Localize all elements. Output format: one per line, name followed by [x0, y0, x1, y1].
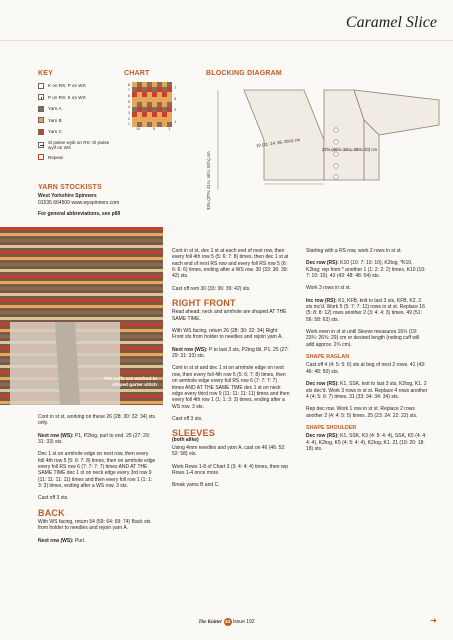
- paragraph-text: P to last 3 sts, P2tog tbl, P1. 25 (27: 29: 31: 33) sts.: [172, 346, 289, 360]
- chart-cell: [152, 82, 157, 87]
- chart-cell: [157, 117, 162, 122]
- chart-cell: [167, 82, 172, 87]
- chart-row-number: 1: [128, 122, 130, 127]
- knit-stripe: [0, 305, 163, 308]
- back-heading: BACK: [38, 507, 65, 518]
- chart-cell: [162, 112, 167, 117]
- chart-row-number: 3: [128, 111, 130, 116]
- knit-stripe: [0, 263, 163, 266]
- chart-cell: [167, 112, 172, 117]
- chart-cell: [162, 97, 167, 102]
- knit-stripe: [0, 251, 163, 254]
- page-footer: [0, 618, 453, 626]
- front-panel-outline: [244, 90, 324, 180]
- chart-cell: [132, 97, 137, 102]
- paragraph: Cast off 4 (4: 5: 5: 6) sts at beg of next 2 rows. 41 (43: 46: 48: 50) sts.: [306, 362, 426, 375]
- chart-cell: [137, 87, 142, 92]
- chart-cell: [167, 102, 172, 107]
- knit-stripe: [0, 257, 163, 260]
- chart-grid: [132, 82, 172, 127]
- paragraph: With WS facing, return 26 (28: 30: 32: 34) Right Front sts from holder to needles and rejoin yarn A.: [172, 328, 283, 341]
- height-label: 33¾ (37¾: 41¼: 45½: 52½) cm: [206, 151, 211, 210]
- paragraph-text: Purl.: [73, 537, 86, 544]
- chart-cell: [132, 112, 137, 117]
- chart-cell: [147, 112, 152, 117]
- key-item: [38, 80, 118, 92]
- knit-stripe: [0, 293, 163, 296]
- chart-side-number: 7: [174, 85, 177, 90]
- button-icon: [334, 140, 338, 144]
- paragraph: With WS facing, return 54 (59: 64: 69: 74) Back sts from holder to needles and rejoin yarn A.: [38, 519, 151, 532]
- chart-cell: [142, 107, 147, 112]
- chart-cell: [142, 92, 147, 97]
- chart-cell: [132, 82, 137, 87]
- key-label: Yarn A: [48, 106, 62, 112]
- paragraph-text: Work Rows 1-8 of Chart 3 (3: 4: 4: 4) times,: [172, 463, 269, 470]
- paragraph: Read ahead; neck and armhole are shaped AT THE SAME TIME.: [172, 309, 287, 322]
- chart-cell: [147, 107, 152, 112]
- key-item: [38, 126, 118, 138]
- right-front-heading: RIGHT FRONT: [172, 298, 236, 309]
- sleeves-subheading: (both alike): [172, 436, 199, 443]
- key-swatch: [38, 106, 44, 112]
- key-list: [38, 80, 118, 163]
- paragraph: Cont in st st and dec 1 st on armhole edge on next row, then every foll 4th row 5 (5: 6: 7: 8) times, then on armhole edge every foll RS row 6 (7: 7: 7: 7) times AND AT THE SAME TIME dec 1 st on neck edge every third row 9 (11: 11: 11: 11) times and then every foll 4th row 1 (1: 1: 3: 3) times, ending after a WS row. 3 sts.: [172, 365, 290, 410]
- row-instruction: Dec row (RS):: [306, 433, 339, 440]
- knitwear-photo: [0, 227, 163, 405]
- paragraph: [172, 347, 290, 360]
- chart-cell: [162, 107, 167, 112]
- chart-cell: [142, 117, 147, 122]
- chart-cell: [142, 97, 147, 102]
- row-instruction: Inc row (RS):: [306, 297, 337, 304]
- key-label: K on RS; P on WS: [48, 83, 86, 89]
- knit-stripe: [0, 233, 163, 236]
- chart-stitch-numbers: [128, 127, 176, 131]
- paragraph: Cast off 3 sts.: [172, 415, 203, 422]
- key-swatch: [38, 94, 44, 100]
- chart-cell: [147, 97, 152, 102]
- key-label: P on RS; K on WS: [48, 94, 86, 100]
- chart-cell: [137, 102, 142, 107]
- key-item: [38, 115, 118, 127]
- chart-cell: [142, 122, 147, 127]
- top-rule: [0, 40, 453, 41]
- chart-side-number: 3: [174, 108, 177, 113]
- chart-cell: [162, 102, 167, 107]
- key-item: [38, 92, 118, 104]
- chart-cell: [167, 117, 172, 122]
- chart-cell: [152, 122, 157, 127]
- chart-cell: [137, 92, 142, 97]
- chart-heading: CHART: [124, 70, 150, 77]
- chart-cell: [162, 92, 167, 97]
- chart-cell: [147, 92, 152, 97]
- width-label: 19 (21: 24: 26: 29½) cm: [255, 136, 301, 149]
- paragraph: [38, 433, 156, 446]
- stitch-chart: [128, 82, 176, 131]
- stockist-name: West Yorkshire Spinners: [38, 193, 97, 199]
- chart-stitch-number: 5: [153, 127, 156, 132]
- shape-raglan-heading: SHAPE RAGLAN: [306, 354, 350, 361]
- key-label: Yarn C: [48, 129, 62, 135]
- knit-stripe: [0, 245, 163, 248]
- paragraph: Cast off 3 sts.: [38, 495, 69, 502]
- knit-stripe: [0, 281, 163, 284]
- chart-cell: [147, 117, 152, 122]
- chart-cell: [147, 122, 152, 127]
- chart-cell: [142, 102, 147, 107]
- paragraph: [306, 298, 428, 323]
- paragraph-text: K1, SSK, K3 (4: 5: 4: 4), SSK, K5 (4: 4: 4: 4), K2tog, K5 (4: 5: 4: 4), K2tog, K1. 21 (19: 20: 18: 18) sts.: [306, 433, 427, 452]
- chart-cell: [152, 102, 157, 107]
- column-2: [172, 248, 290, 495]
- paragraph: Dec 1 st on armhole edge on next row, then every foll 4th row 5 (5: 6: 7: 8) times, then on armhole edge every foll RS row 6 (7: 7: 7: 7) times AND AT THE SAME TIME dec 1 st on neck edge every 3rd row 9 (11: 11: 11: 11) times and then every foll row 1 (1: 1: 3: 3) times, ending after a WS row. 3 sts.: [38, 451, 156, 490]
- chart-cell: [132, 107, 137, 112]
- chart-row-number: 6: [128, 94, 130, 99]
- chart-cell: [167, 107, 172, 112]
- knit-stripe: [0, 227, 163, 230]
- chart-cell: [162, 117, 167, 122]
- chart-cell: [137, 122, 142, 127]
- paragraph: Starting with a RS row, work 2 rows in st st.: [306, 248, 402, 254]
- key-swatch: [38, 129, 44, 135]
- blocking-heading: BLOCKING DIAGRAM: [206, 70, 282, 77]
- row-instruction: Next row (WS):: [38, 432, 74, 439]
- chart-cell: [167, 97, 172, 102]
- row-instruction: Dec row (RS):: [306, 260, 339, 267]
- sleeves-heading: SLEEVES: [172, 428, 215, 439]
- paragraph: [172, 464, 290, 477]
- paragraph-text: K1, KFB, knit to last 3 sts, KFB, K2. 2 sts inc'd. Work 5 (5: 7: 7: 11) rows in st st. Replace 16 (5: 8: 8: 12) rows another 2 (3: 4: 4: 3) times. 49 (51: 56: 58: 62) sts.: [306, 297, 425, 323]
- page-number: 43: [225, 619, 231, 624]
- front-right-panel: [324, 90, 364, 180]
- paragraph-text: then rep Rows 1-4 once more.: [172, 463, 289, 476]
- abbreviations-note: For general abbreviations, see p89: [38, 211, 121, 217]
- next-page-arrow-icon: ➜: [430, 616, 437, 625]
- stockist-contact: 01535 664500 www.wyspinners.com: [38, 200, 120, 206]
- key-item: [38, 138, 118, 152]
- magazine-name: The Knitter: [198, 620, 223, 625]
- knit-stripe: [0, 287, 163, 290]
- paragraph: [306, 260, 428, 279]
- paragraph: [306, 433, 428, 452]
- issue-number: Issue 192: [232, 619, 255, 625]
- paragraph: Break yarns B and C.: [172, 482, 220, 489]
- paragraph: Work even in st st until Sleeve measures 16¾ (19: 23¾: 26¾: 29) cm or desired length (noting cuff will add approx. 2¾ cm).: [306, 329, 420, 348]
- knit-stripe: [0, 317, 163, 320]
- column-3: [306, 248, 428, 458]
- knit-stripe: [0, 239, 163, 242]
- knit-stripe: [0, 299, 163, 302]
- paragraph: Cont in st st, dec 1 st at each end of next row, then every foll 4th row 5 (5: 6: 7: 8) times, then dec 1 st at each end of next RS row and every foll RS row 5 (6: 6: 6: 6) times, ending after a WS row. 30 (33: 36: 39: 42) sts.: [172, 248, 289, 280]
- chart-cell: [152, 92, 157, 97]
- photo-caption: The cuffs are worked in striped garter stitch: [103, 377, 157, 388]
- chart-cell: [137, 82, 142, 87]
- chart-cell: [157, 107, 162, 112]
- chart-cell: [162, 122, 167, 127]
- chart-cell: [147, 102, 152, 107]
- chart-side-numbers: [174, 82, 176, 127]
- row-instruction: Dec row (RS):: [306, 381, 339, 388]
- chart-cell: [132, 102, 137, 107]
- chart-cell: [142, 112, 147, 117]
- chart-cell: [142, 82, 147, 87]
- chart-cell: [167, 122, 172, 127]
- chart-cell: [157, 112, 162, 117]
- chart-cell: [132, 87, 137, 92]
- paragraph: [306, 381, 428, 400]
- chart-stitch-number: 1: [168, 127, 171, 132]
- key-heading: KEY: [38, 70, 53, 77]
- knit-stripe: [0, 269, 163, 272]
- row-instruction: Next row (WS):: [172, 346, 208, 353]
- chart-row-number: 5: [128, 99, 130, 104]
- key-item: [38, 152, 118, 164]
- button-icon: [334, 175, 338, 179]
- column-1: [38, 414, 156, 550]
- paragraph: Cast off rem 30 (33: 36: 39: 42) sts.: [172, 285, 251, 292]
- chart-cell: [152, 97, 157, 102]
- chart-cell: [137, 107, 142, 112]
- chart-cell: [157, 122, 162, 127]
- page-title: Caramel Slice: [345, 14, 437, 31]
- key-label: Sl pwise wyib on RS; Sl pwise wyif on WS: [48, 139, 110, 150]
- chart-cell: [142, 87, 147, 92]
- chart-cell: [167, 87, 172, 92]
- knit-stripe: [0, 311, 163, 314]
- chart-cell: [157, 97, 162, 102]
- chart-row-number: 7: [128, 88, 130, 93]
- button-icon: [334, 128, 338, 132]
- shape-shoulder-heading: SHAPE SHOULDER: [306, 424, 357, 431]
- key-item: [38, 103, 118, 115]
- chart-row-number: 8: [128, 82, 130, 87]
- chart-cell: [137, 117, 142, 122]
- chart-cell: [132, 117, 137, 122]
- chart-cell: [137, 112, 142, 117]
- chart-cell: [162, 82, 167, 87]
- chart-cell: [167, 92, 172, 97]
- paragraph: Rep dec row. Work 1 row in st st. Replace 2 rows another 2 (4: 4: 5: 5) times. 25 (23: 24: 22: 22) sts.: [306, 406, 418, 419]
- key-label: Yarn B: [48, 117, 62, 123]
- chart-cell: [147, 87, 152, 92]
- chart-cell: [132, 92, 137, 97]
- chart-cell: [147, 82, 152, 87]
- chart-row-number: 2: [128, 116, 130, 121]
- chart-cell: [152, 117, 157, 122]
- key-swatch: [38, 154, 44, 160]
- chart-row-number: 4: [128, 105, 130, 110]
- chart-cell: [157, 87, 162, 92]
- chart-cell: [152, 107, 157, 112]
- chart-cell: [162, 87, 167, 92]
- paragraph: [38, 538, 156, 544]
- chart-cell: [157, 82, 162, 87]
- key-label: Repeat: [48, 154, 63, 160]
- chart-cell: [152, 87, 157, 92]
- chart-row-numbers: [128, 82, 130, 127]
- paragraph: Work 3 rows in st st.: [306, 285, 351, 292]
- paragraph: Using 4mm needles and yarn A, cast on 46 (46: 52: 52: 58) sts.: [172, 444, 286, 458]
- back-width-label: 27½ (30½: 32¼: 35½: 33) cm: [322, 147, 377, 152]
- paragraph-text: K1, SSK, knit to last 3 sts, K2tog, K1. 2 sts dec'd. Work 3 rows in st st. Replace 4 rows another 4 (4: 5: 6: 7) times. 31 (33: 34: 34: 34) sts.: [306, 381, 428, 400]
- paragraph: Cont in st st, working on these 26 (28: 30: 32: 34) sts only.: [38, 414, 156, 427]
- stockists-heading: YARN STOCKISTS: [38, 184, 102, 191]
- chart-cell: [157, 92, 162, 97]
- chart-stitch-number: 15: [136, 127, 140, 132]
- key-swatch: [38, 117, 44, 123]
- chart-cell: [137, 97, 142, 102]
- chart-cell: [157, 102, 162, 107]
- paragraph-text: K10 (10: 7: 10: 10), K2tog, *K10, K2tog; rep from * another 1 (1: 2: 2: 2) times, K10 (10: 7: 10: 10). 43 (43: 48: 48: 54) sts.: [306, 260, 426, 280]
- row-instruction: Next row (WS):: [38, 537, 74, 544]
- button-icon: [334, 164, 338, 168]
- chart-side-number: 1: [174, 119, 177, 124]
- key-swatch: [38, 83, 44, 89]
- chart-side-number: 5: [174, 96, 177, 101]
- chart-cell: [152, 112, 157, 117]
- paragraph-text: P1, P2tog, purl to end. 25 (27: 29: 31: 33) sts.: [38, 432, 151, 446]
- knit-stripe: [0, 275, 163, 278]
- key-swatch: [38, 142, 44, 148]
- chart-cell: [132, 122, 137, 127]
